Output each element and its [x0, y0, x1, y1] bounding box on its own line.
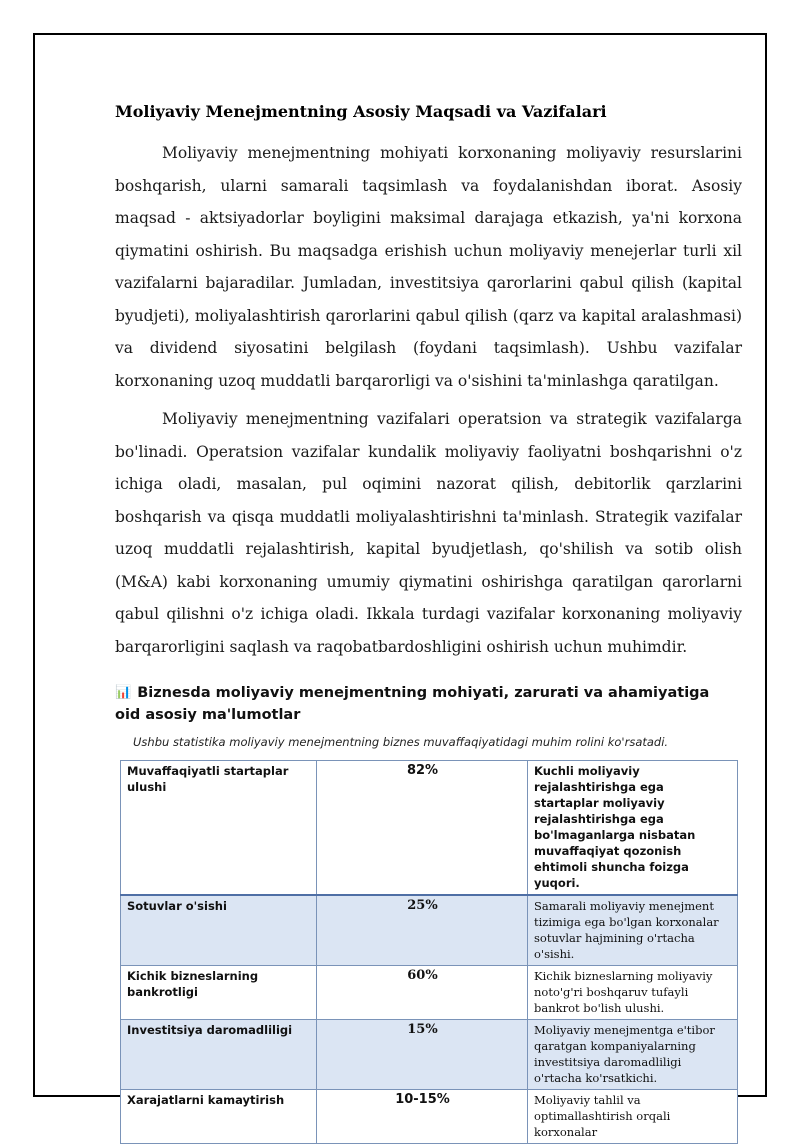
stat-description: Moliyaviy tahlil va optimallashtirish orqali korxonalar — [528, 1090, 738, 1144]
stat-value: 15% — [317, 1020, 528, 1090]
stat-value: 10-15% — [317, 1090, 528, 1144]
stat-value: 82% — [317, 761, 528, 896]
stat-description: Moliyaviy menejmentga e'tibor qaratgan kompaniyalarning investitsiya daromadliligi o'rtacha ko'rsatkichi. — [528, 1020, 738, 1090]
table-row — [121, 761, 738, 896]
stat-description: Kuchli moliyaviy rejalashtirishga ega startaplar moliyaviy rejalashtirishga ega bo'lmaganlarga nisbatan muvaffaqiyat qozonish ehtimoli shuncha foizga yuqori. — [528, 761, 738, 896]
table-row — [121, 966, 738, 1020]
bar-chart-icon: 📊 — [115, 685, 132, 700]
stat-label: Sotuvlar o'sishi — [121, 895, 317, 966]
paragraph-tasks: Moliyaviy menejmentning vazifalari operatsion va strategik vazifalarga bo'linadi. Operatsion vazifalar kundalik moliyaviy faoliyatni boshqarishni o'z ichiga oladi, masalan, pul oqimini nazorat qilish, debitorlik qarzlarini boshqarish va qisqa muddatli moliyalashtirishni ta'minlash. Strategik vazifalar uzoq muddatli rejalashtirish, kapital byudjetlash, qo'shilish va sotib olish (M&A) kabi korxonaning umumiy qiymatini oshirishga qaratilgan qarorlarni qabul qilishni o'z ichiga oladi. Ikkala turdagi vazifalar korxonaning moliyaviy barqarorligini saqlash va raqobatbardoshligini oshirish uchun muhimdir. — [115, 410, 742, 656]
stat-description: Kichik bizneslarning moliyaviy noto'g'ri boshqaruv tufayli bankrot bo'lish ulushi. — [528, 966, 738, 1020]
table-row — [121, 895, 738, 966]
table-row — [121, 1090, 738, 1144]
paragraph-goal: Moliyaviy menejmentning mohiyati korxonaning moliyaviy resurslarini boshqarish, ularni samarali taqsimlash va foydalanishdan iborat. Asosiy maqsad - aktsiyadorlar boyligini maksimal darajaga etkazish, ya'ni korxona qiymatini oshirish. Bu maqsadga erishish uchun moliyaviy menejerlar turli xil vazifalarni bajaradilar. Jumladan, investitsiya qarorlarini qabul qilish (kapital byudjeti), moliyalashtirish qarorlarini qabul qilish (qarz va kapital aralashmasi) va dividend siyosatini belgilash (foydani taqsimlash). Ushbu vazifalar korxonaning uzoq muddatli barqarorligi va o'sishini ta'minlashga qaratilgan. — [115, 144, 742, 390]
stat-label: Xarajatlarni kamaytirish — [121, 1090, 317, 1144]
stat-description: Samarali moliyaviy menejment tizimiga ega bo'lgan korxonalar sotuvlar hajmining o'rtacha o'sishi. — [528, 895, 738, 966]
stat-value: 25% — [317, 895, 528, 966]
table-row — [121, 1020, 738, 1090]
stats-title — [115, 682, 735, 726]
stat-value: 60% — [317, 966, 528, 1020]
stats-table — [120, 760, 738, 1144]
stats-subtitle: Ushbu statistika moliyaviy menejmentning biznes muvaffaqiyatidagi muhim rolini ko'rsatadi. — [133, 735, 669, 749]
stat-label: Muvaffaqiyatli startaplar ulushi — [121, 761, 317, 896]
stats-title-text: Biznesda moliyaviy menejmentning mohiyati, zarurati va ahamiyatiga oid asosiy ma'lumotlar — [115, 685, 710, 723]
stat-label: Kichik bizneslarning bankrotligi — [121, 966, 317, 1020]
stat-label: Investitsiya daromadliligi — [121, 1020, 317, 1090]
document-heading: Moliyaviy Menejmentning Asosiy Maqsadi va Vazifalari — [115, 102, 607, 121]
